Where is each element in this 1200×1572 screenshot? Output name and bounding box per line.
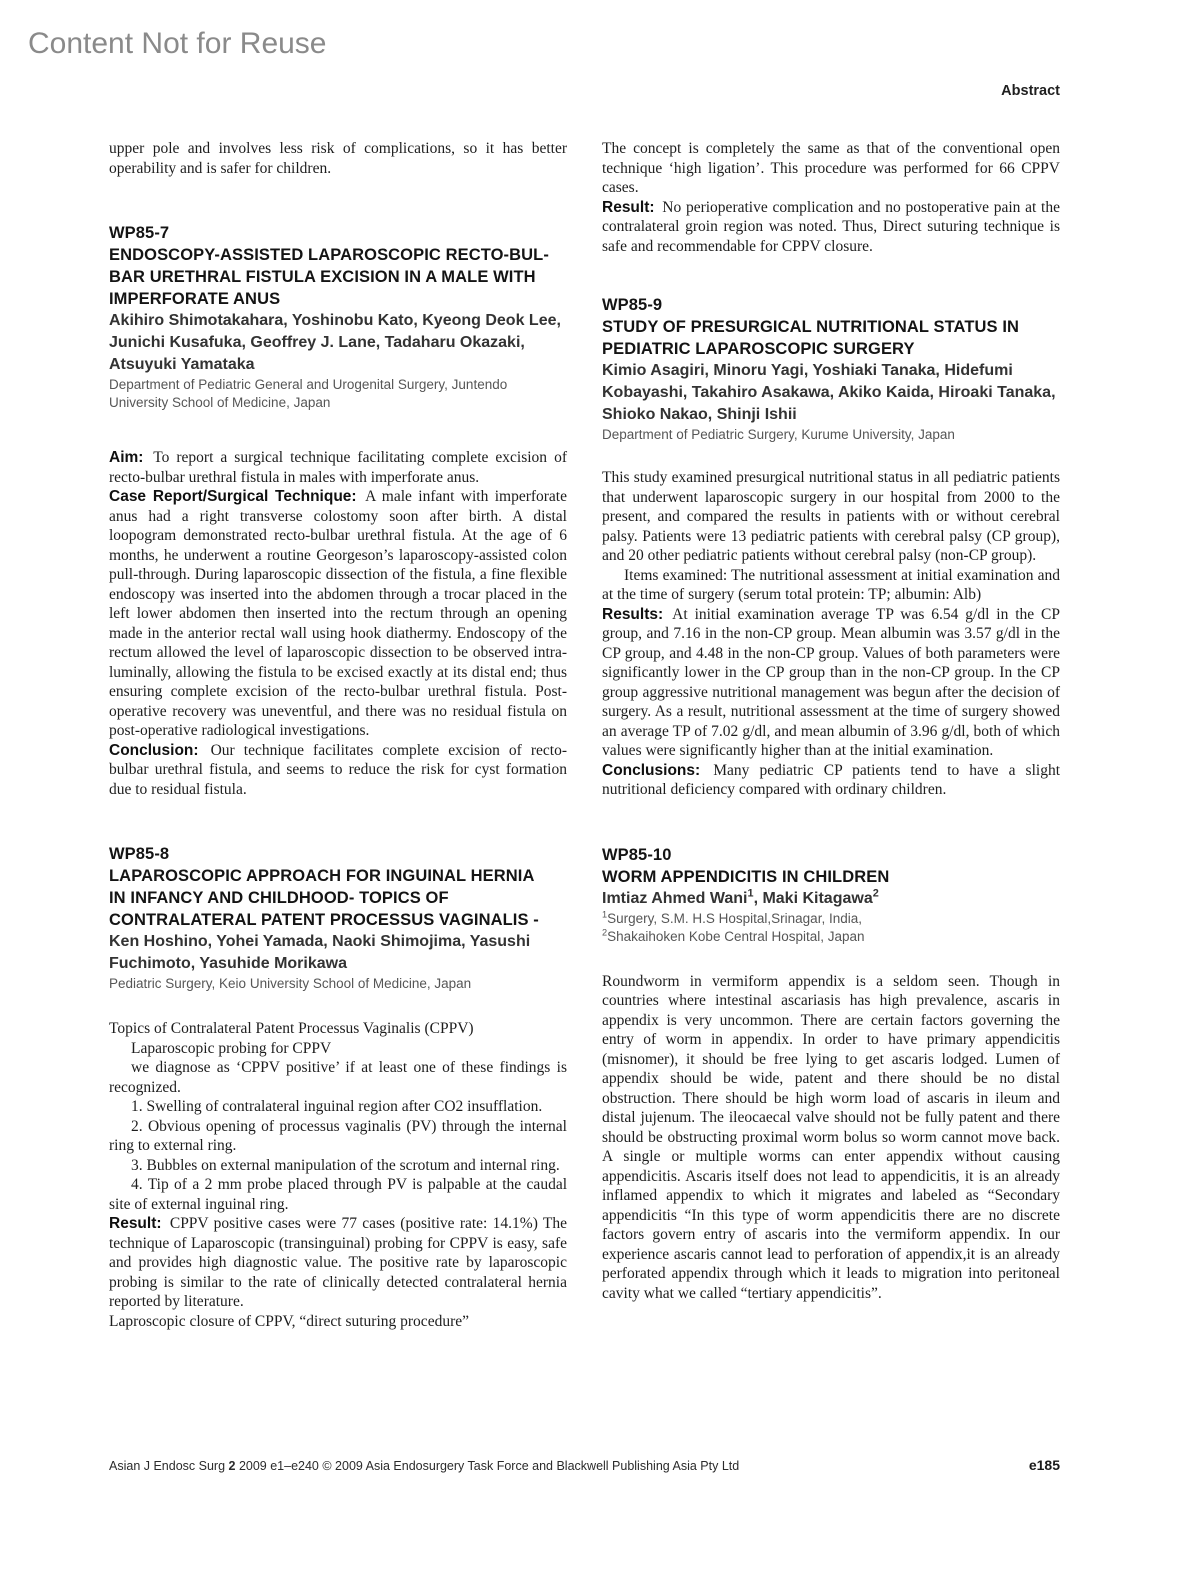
spacer — [109, 412, 567, 448]
page-header-abstract: Abstract — [1001, 83, 1060, 99]
text-run: Many pediatric CP patients tend to have a slight nutritional deficiency compared with ordinary children. — [602, 761, 1060, 798]
spacer — [602, 946, 1060, 972]
abstract-affiliation — [109, 376, 567, 412]
title-line: WORM APPENDICITIS IN CHILDREN — [602, 867, 890, 886]
right-column — [602, 139, 1060, 1303]
text-run: Pediatric Surgery, Keio University School of Medicine, Japan — [109, 976, 472, 991]
abstract-number: WP85-10 — [602, 845, 672, 864]
paragraph — [109, 448, 567, 487]
section-label: Case Report/Surgical Technique: — [109, 488, 357, 505]
spacer — [602, 800, 1060, 844]
paragraph — [602, 468, 1060, 566]
text-run: , Maki Kitagawa — [753, 889, 873, 907]
abstract-authors — [109, 310, 567, 376]
text-run: At initial examination average TP was 6.54 g/dl in the CP group, and 7.16 in the non-CP group. Mean albumin was 3.57 g/dl in the CP group, and 4.48 in the non-CP group. Values of both parameters were significantly lower in the CP group than in the non-CP group. In the CP group aggressive nutritional management was begun after the decision of surgery. As a result, nutritional assessment at the time of surgery showed an average TP of 7.02 g/dl, and mean albumin of 3.96 g/dl, both of which values were significantly higher than at the initial examination. — [602, 605, 1060, 759]
spacer — [109, 178, 567, 222]
text-run: Department of Pediatric Surgery, Kurume University, Japan — [602, 427, 955, 442]
paragraph — [602, 198, 1060, 257]
abstract-affiliation — [602, 928, 1060, 946]
paragraph — [109, 1097, 567, 1117]
spacer — [109, 799, 567, 843]
abstract-title — [602, 866, 1060, 888]
section-label: Results: — [602, 605, 664, 623]
text-run: Department of Pediatric General and Urogenital Surgery, Juntendo University School of Medicine, Japan — [109, 377, 508, 410]
superscript: 1 — [602, 909, 608, 919]
paragraph — [109, 1117, 567, 1156]
spacer — [602, 444, 1060, 468]
paragraph — [109, 1214, 567, 1312]
paragraph — [109, 139, 567, 178]
footer-page-number: e185 — [1028, 1457, 1060, 1473]
abstract-number: WP85-7 — [109, 224, 170, 242]
paragraph — [602, 761, 1060, 800]
text-run: Shakaihoken Kobe Central Hospital, Japan — [607, 928, 865, 944]
title-line: IMPERFORATE ANUS — [109, 290, 281, 308]
paragraph — [109, 1019, 567, 1039]
text-run: This study examined presurgical nutritional status in all pediatric patients that underwent laparoscopic surgery in our hospital from 2000 to the present, and compared the results in patients with or without cerebral palsy. Patients were 13 pediatric patients with cerebral palsy (CP group), and 20 other pediatric patients without cerebral palsy (non-CP group). — [602, 469, 1060, 564]
footer-text-run: 2 — [228, 1459, 236, 1473]
text-run: 1. Swelling of contralateral inguinal region after CO2 insufflation. — [131, 1098, 543, 1115]
abstract-number: WP85-8 — [109, 845, 170, 863]
paragraph — [602, 139, 1060, 198]
section-label: Conclusion: — [109, 741, 199, 759]
text-run: No perioperative complication and no postoperative pain at the contralateral groin region was noted. Thus, Direct suturing technique is safe and recommendable for CPPV closure. — [602, 198, 1060, 255]
paragraph — [109, 1039, 567, 1059]
text-run: A male infant with imperforate anus had a right transverse colostomy soon after birth. A distal loopogram demonstrated recto-bulbar urethral fistula. At the age of 6 months, he underwent a routine Georgeson’s laparoscopy-assisted colon pull-through. During laparoscopic dissection of the fistula, a fine flexible endoscopy was inserted into the abdomen through a trocar placed in the left lower abdomen then inserted into the rectum through an opening made in the anterior rectal wall using hook diathermy. Endoscopy of the rectum allowed the level of laparoscopic dissection to be observed intra-luminally, allowing the fistula to be excised exactly at its distal end; thus ensuring complete excision of the recto-bulbar urethral fistula. Post-operative recovery was uneventful, and there was no residual fistula on post-operative radiological investigations. — [109, 488, 567, 739]
text-run: Imtiaz Ahmed Wani — [602, 889, 748, 907]
text-run: Our technique facilitates complete excision of recto-bulbar urethral fistula, and seems to reduce the risk for cyst formation due to residual fistula. — [109, 741, 567, 798]
abstract-number: WP85-9 — [602, 296, 663, 314]
section-label: Result: — [109, 1215, 162, 1232]
section-label: Conclusions: — [602, 761, 701, 779]
paragraph — [109, 741, 567, 800]
abstract-authors — [602, 360, 1060, 426]
text-run: Topics of Contralateral Patent Processus Vaginalis (CPPV) — [109, 1020, 474, 1037]
text-run: Surgery, S.M. H.S Hospital,Srinagar, India, — [607, 910, 862, 926]
abstract-title — [602, 316, 1060, 360]
watermark: Content Not for Reuse — [28, 27, 327, 60]
title-line: BAR URETHRAL FISTULA EXCISION IN A MALE WITH — [109, 268, 536, 286]
text-run: Akihiro Shimotakahara, Yoshinobu Kato, Kyeong Deok Lee, Junichi Kusafuka, Geoffrey J. Lane, Tadaharu Okazaki, Atsuyuki Yamataka — [109, 312, 561, 373]
left-column — [109, 139, 567, 1331]
title-line: PEDIATRIC LAPAROSCOPIC SURGERY — [602, 340, 915, 358]
text-run: 2. Obvious opening of processus vaginalis (PV) through the internal ring to external ring. — [109, 1117, 567, 1154]
text-run: To report a surgical technique facilitating complete excision of recto-bulbar urethral fistula in males with imperforate anus. — [109, 449, 567, 486]
text-run: Kimio Asagiri, Minoru Yagi, Yoshiaki Tanaka, Hidefumi Kobayashi, Takahiro Asakawa, Akiko Kaida, Hiroaki Tanaka, Shioko Nakao, Shinji Ishii — [602, 362, 1056, 423]
abstract-affiliation — [109, 975, 567, 993]
paragraph — [602, 566, 1060, 605]
text-run: upper pole and involves less risk of complications, so it has better operability and is safer for children. — [109, 140, 567, 177]
text-run: CPPV positive cases were 77 cases (positive rate: 14.1%) The technique of Laparoscopic (transinguinal) probing for CPPV is easy, safe and provides high diagnostic value. The positive rate by laparoscopic probing is similar to the rate of clinically detected contralateral hernia reported by literature. — [109, 1215, 567, 1310]
paragraph — [602, 972, 1060, 1304]
paragraph — [109, 1312, 567, 1332]
paragraph — [602, 605, 1060, 761]
abstract-authors — [109, 931, 567, 975]
section-label: Aim: — [109, 449, 144, 466]
text-run: 3. Bubbles on external manipulation of the scrotum and internal ring. — [131, 1156, 560, 1174]
footer-text-run: 2009 e1–e240 © 2009 Asia Endosurgery Task Force and Blackwell Publishing Asia Pty Ltd — [235, 1459, 740, 1473]
footer-text-run: Asian J Endosc Surg — [109, 1459, 229, 1473]
text-run: Ken Hoshino, Yohei Yamada, Naoki Shimojima, Yasushi Fuchimoto, Yasuhide Morikawa — [109, 933, 531, 972]
text-run: Items examined: The nutritional assessment at initial examination and at the time of surgery (serum total protein: TP; albumin: Alb) — [602, 566, 1060, 603]
superscript: 2 — [872, 887, 879, 900]
title-line: IN INFANCY AND CHILDHOOD- TOPICS OF — [109, 889, 449, 907]
spacer — [602, 256, 1060, 294]
paragraph — [109, 487, 567, 741]
text-run: Roundworm in vermiform appendix is a seldom seen. Though in countries where intestinal ascariasis has high prevalence, ascaris in appendix is very uncommon. There are certain factors governing the entry of worm in appendix. In order to have primary appendicitis (misnomer), it should be free lying to get ascaris lodged. Lumen of appendix should be wide, patent and there should be no distal obstruction. There should be high worm load of ascaris in ileum and distal jujenum. The ileocaecal valve should not be fully patent and there should be obstructing proximal worm bolus so worm cannot move back. A single or multiple worms can enter appendix without causing appendicitis. Ascaris itself does not lead to appendicitis, it is an already inflamed appendix to which it migrates and labeled as “Secondary appendicitis “In this type of worm appendicitis there are no discrete factors govern entry of ascaris into the vermiform appendix. In our experience ascaris cannot lead to perforation of appendix,it is an already perforated appendix through which it leads to migration into peritoneal cavity what we called “tertiary appendicitis”. — [602, 972, 1060, 1302]
superscript: 1 — [747, 887, 754, 900]
title-line: CONTRALATERAL PATENT PROCESSUS VAGINALIS - — [109, 911, 539, 929]
abstract-affiliation — [602, 910, 1060, 928]
title-line: LAPAROSCOPIC APPROACH FOR INGUINAL HERNIA — [109, 867, 535, 885]
text-run: we diagnose as ‘CPPV positive’ if at least one of these findings is recognized. — [109, 1059, 567, 1096]
abstract-title — [109, 865, 567, 931]
paragraph — [109, 1156, 567, 1176]
text-run: Laparoscopic probing for CPPV — [131, 1039, 332, 1057]
abstract-affiliation — [602, 426, 1060, 444]
paragraph — [109, 1058, 567, 1097]
title-line: STUDY OF PRESURGICAL NUTRITIONAL STATUS IN — [602, 318, 1020, 336]
text-run: 4. Tip of a 2 mm probe placed through PV is palpable at the caudal site of external inguinal ring. — [109, 1176, 567, 1213]
text-run: Laproscopic closure of CPPV, “direct suturing procedure” — [109, 1312, 469, 1330]
text-run: The concept is completely the same as that of the conventional open technique ‘high ligation’. This procedure was performed for 66 CPPV cases. — [602, 140, 1060, 196]
superscript: 2 — [602, 927, 608, 937]
abstract-title — [109, 244, 567, 310]
section-label: Result: — [602, 198, 655, 216]
title-line: ENDOSCOPY-ASSISTED LAPAROSCOPIC RECTO-BUL- — [109, 246, 549, 264]
abstract-authors — [602, 888, 1060, 910]
spacer — [109, 993, 567, 1019]
paragraph — [109, 1175, 567, 1214]
